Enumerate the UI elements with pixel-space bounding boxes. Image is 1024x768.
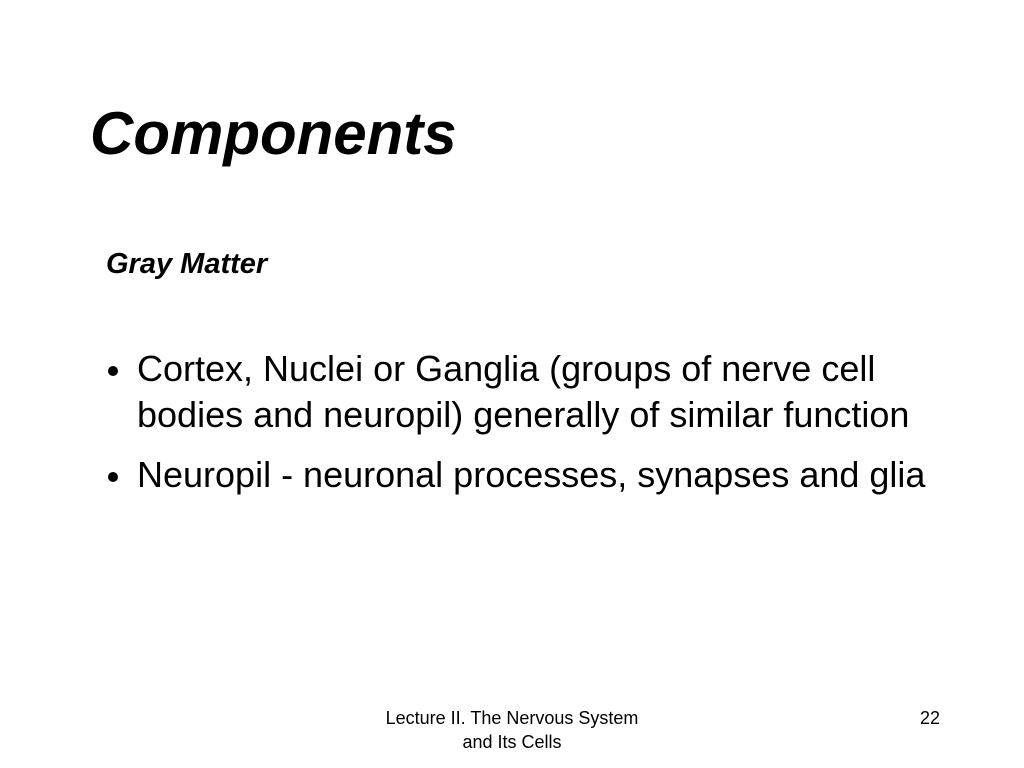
bullet-text: Cortex, Nuclei or Ganglia (groups of nerve cell bodies and neuropil) generally of similar function: [137, 348, 910, 435]
slide-title: Components: [90, 100, 457, 167]
slide-footer: [352, 706, 672, 754]
footer-line-1: Lecture II. The Nervous System: [385, 708, 639, 728]
bullet-text: Neuropil - neuronal processes, synapses and glia: [137, 454, 926, 495]
bullet-dot-icon: [108, 472, 118, 482]
page-number: 22: [919, 708, 940, 728]
bullet-dot-icon: [108, 366, 118, 376]
footer-line-2: and Its Cells: [462, 732, 562, 752]
bullet-item: [104, 346, 984, 438]
slide-subheading: Gray Matter: [106, 248, 268, 280]
bullet-list: [104, 346, 984, 512]
bullet-item: [104, 452, 984, 498]
